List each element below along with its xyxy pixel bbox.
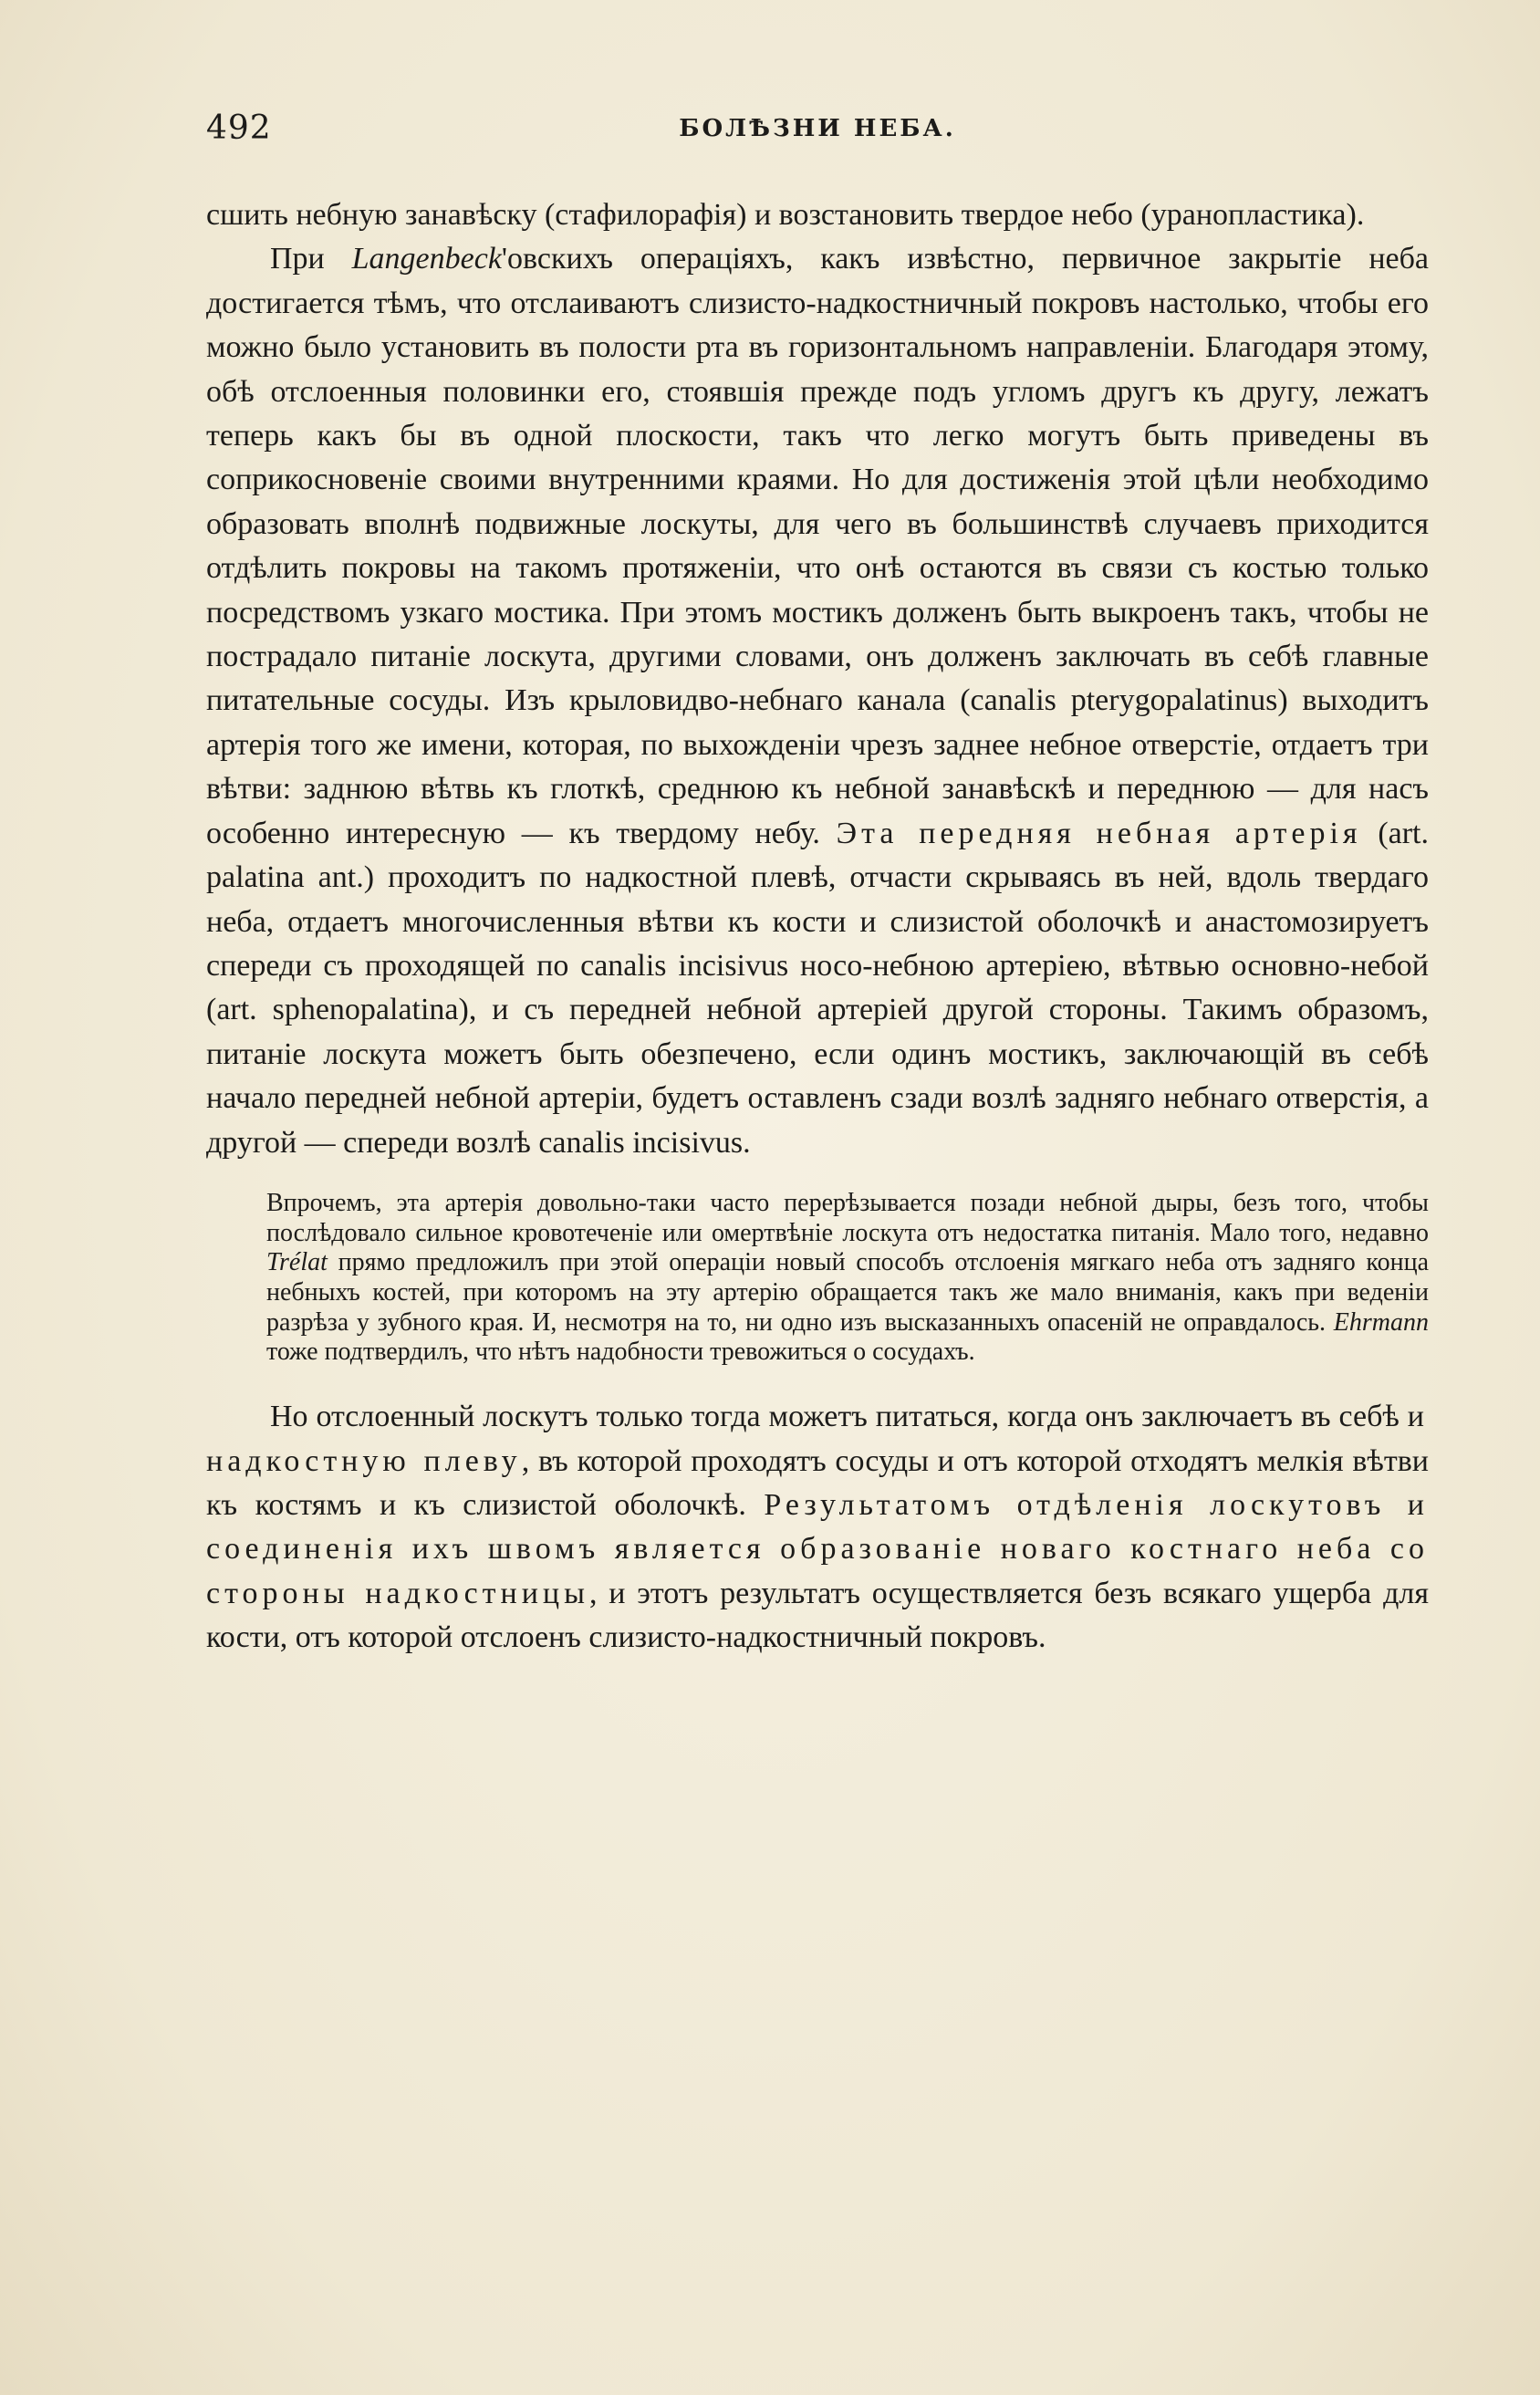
spaced-emphasis-2: Результатомъ отдѣленія лоскутовъ и соединенія ихъ швомъ является образованіе новаго костнаго неба со стороны надкостницы	[206, 1487, 1429, 1610]
note-text-2: прямо предложилъ при этой операціи новый способъ отслоенія мягкаго неба отъ задняго конца небныхъ костей, при которомъ на эту артерію обращается такъ же мало вниманія, какъ при веденіи разрѣза у зубного края. И, несмотря на то, ни одно изъ высказанныхъ опасеній не оправдалось.	[266, 1248, 1429, 1337]
author-name-ehrmann: Ehrmann	[1333, 1307, 1429, 1337]
final-text-1: Но отслоенный лоскутъ только тогда можетъ питаться, когда онъ заключаетъ въ себѣ	[270, 1400, 1408, 1434]
page-number: 492	[206, 109, 272, 147]
author-name-langenbeck: Langenbeck	[351, 242, 502, 276]
spaced-emphasis: Эта передняя небная артерія	[836, 816, 1362, 850]
small-print-note	[206, 1189, 1429, 1368]
paragraph-continuation: сшить небную занавѣску (стафилорафія) и возстановить твердое небо (уранопластика).	[206, 198, 1365, 232]
spaced-emphasis-1: и надкостную плеву	[206, 1400, 1429, 1478]
page-header	[206, 109, 1429, 164]
note-text-3: тоже подтвердилъ, что нѣтъ надобности тревожиться о сосудахъ.	[266, 1338, 975, 1367]
paragraph-text: 'овскихъ операціяхъ, какъ извѣстно, первичное закрытіе неба достигается тѣмъ, что отслаиваютъ слизисто-надкостничный покровъ настолько, чтобы его можно было установить въ полости рта въ горизонтальномъ направленіи. Благодаря этому, обѣ отслоенныя половинки его, стоявшія прежде подъ угломъ другъ къ другу, лежатъ теперь какъ бы въ одной плоскости, такъ что легко могутъ быть приведены въ соприкосновеніе своими внутренними краями. Но для достиженія этой цѣли необходимо образовать вполнѣ подвижные лоскуты, для чего въ большинствѣ случаевъ приходится отдѣлить покровы на такомъ протяженіи, что онѣ остаются въ связи съ костью только посредствомъ узкаго мостика. При этомъ мостикъ долженъ быть выкроенъ такъ, чтобы не пострадало питаніе лоскута, другими словами, онъ долженъ заключать въ себѣ главные питательные сосуды. Изъ крыловидво-небнаго канала (canalis pterygopalatinus) выходитъ артерія того же имени, которая, по выхожденіи чрезъ заднее небное отверстіе, отдаетъ три вѣтви: заднюю вѣтвь къ глоткѣ, среднюю къ небной занавѣскѣ и переднюю — для насъ особенно интересную — къ твердому небу.	[206, 242, 1429, 850]
paragraph-langenbeck	[206, 237, 1429, 1165]
paragraph-lead: При	[270, 242, 352, 276]
paragraph-tail: (art. palatina ant.) проходитъ по надкостной плевѣ, отчасти скрываясь въ ней, вдоль твердаго неба, отдаетъ многочисленныя вѣтви къ кости и слизистой оболочкѣ и анастомозируетъ спереди съ проходящей по canalis incisivus носо-небною артеріею, вѣтвью основно-небой (art. sphenopalatina), и съ передней небной артеріей другой стороны. Такимъ образомъ, питаніе лоскута можетъ быть обезпечено, если одинъ мостикъ, заключающій въ себѣ начало передней небной артеріи, будетъ оставленъ сзади возлѣ задняго небнаго отверстія, а другой — спереди возлѣ canalis incisivus.	[206, 816, 1429, 1160]
author-name-trelat: Trélat	[266, 1248, 328, 1277]
final-text-2: , въ которой проходятъ сосуды и отъ которой отходятъ мелкія вѣтви къ костямъ и къ слизистой оболочкѣ.	[206, 1443, 1430, 1522]
final-text-3: , и этотъ результатъ осуществляется безъ всякаго ущерба для кости, отъ которой отслоенъ слизисто-надкостничный покровъ.	[206, 1576, 1429, 1655]
page-body	[206, 193, 1429, 1661]
running-head: БОЛѢЗНИ НЕБА.	[679, 115, 956, 142]
paragraph-final	[206, 1395, 1429, 1660]
note-text-1: Впрочемъ, эта артерія довольно-таки часто перерѣзывается позади небной дыры, безъ того, чтобы послѣдовало сильное кровотеченіе или омертвѣніе лоскута отъ недостатка питанія. Мало того, недавно	[266, 1188, 1429, 1247]
